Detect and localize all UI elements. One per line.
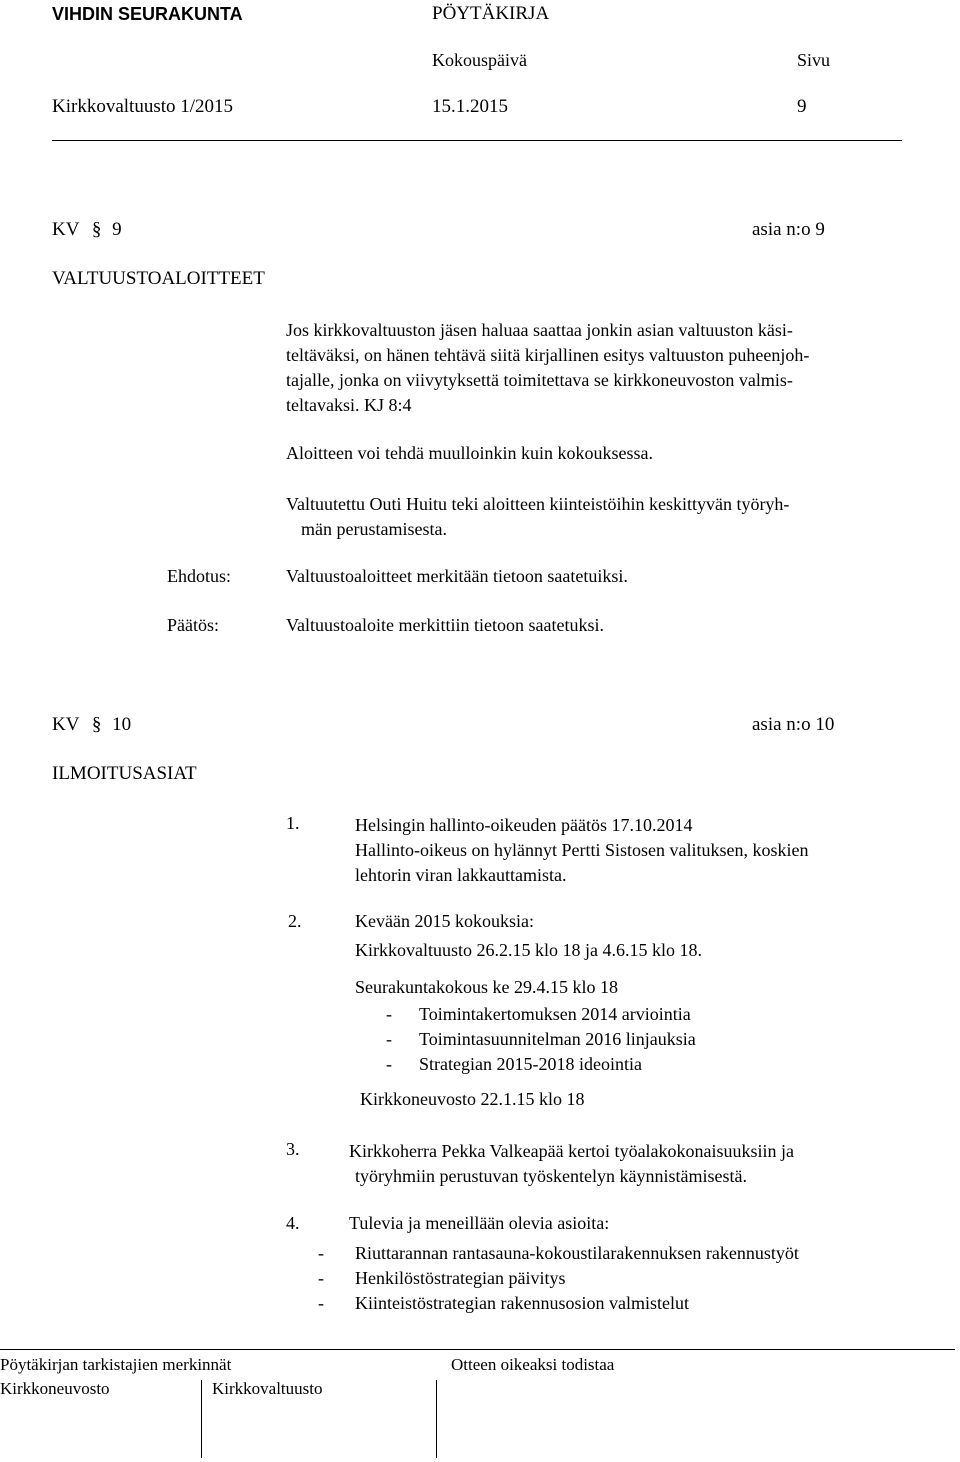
- list-item: - Riuttarannan rantasauna-kokoustilarakennuksen rakennustyöt: [318, 1243, 799, 1263]
- footer-checkers-label: Pöytäkirjan tarkistajien merkinnät: [0, 1355, 232, 1374]
- text-line: työryhmiin perustuvan työskentelyn käynnistämisestä.: [355, 1166, 747, 1186]
- item-4-number: 4.: [286, 1213, 300, 1233]
- item-1-title: Helsingin hallinto-oikeuden päätös 17.10.2014: [355, 815, 693, 835]
- footer-certified-label: Otteen oikeaksi todistaa: [451, 1355, 615, 1374]
- text-line: Hallinto-oikeus on hylännyt Pertti Sistosen valituksen, koskien: [355, 840, 809, 860]
- page-number: 9: [797, 96, 807, 117]
- footer-board-label: Kirkkoneuvosto: [0, 1379, 110, 1398]
- list-item: - Strategian 2015-2018 ideointia: [386, 1054, 642, 1074]
- kv-label: KV: [52, 714, 80, 735]
- item-4-bullets: [318, 1241, 938, 1316]
- text-line: lehtorin viran lakkauttamista.: [355, 865, 567, 885]
- section-sign: §: [91, 714, 102, 735]
- item-1: [355, 813, 960, 888]
- document-type: PÖYTÄKIRJA: [432, 3, 550, 24]
- item-2-board: Kirkkoneuvosto 22.1.15 klo 18: [360, 1089, 585, 1109]
- section-10-case-number: asia n:o 10: [752, 714, 835, 735]
- item-2-number: 2.: [288, 911, 302, 931]
- decision-label: Päätös:: [167, 615, 219, 635]
- item-2-parish: Seurakuntakokous ke 29.4.15 klo 18: [355, 977, 618, 997]
- list-item: - Henkilöstöstrategian päivitys: [318, 1268, 566, 1288]
- text-line: teltäväksi, on hänen tehtävä siitä kirjallinen esitys valtuuston puheenjoh-: [286, 345, 810, 365]
- item-3: [349, 1139, 960, 1189]
- proposal-text: Valtuustoaloitteet merkitään tietoon saatetuiksi.: [286, 566, 628, 586]
- signature-box-divider: [201, 1380, 202, 1458]
- proposal-label: Ehdotus:: [167, 566, 232, 586]
- list-item: - Toimintasuunnitelman 2016 linjauksia: [386, 1029, 696, 1049]
- text-line: Jos kirkkovaltuuston jäsen haluaa saattaa jonkin asian valtuuston käsi-: [286, 320, 793, 340]
- footer-council-label: Kirkkovaltuusto: [212, 1379, 323, 1398]
- page-label: Sivu: [797, 50, 831, 70]
- section-number: 9: [112, 219, 122, 240]
- section-9-title: VALTUUSTOALOITTEET: [52, 268, 265, 289]
- text-line: tajalle, jonka on viivytyksettä toimitettava se kirkkoneuvoston valmis-: [286, 370, 793, 390]
- footer-divider: [0, 1349, 955, 1350]
- section-9-intro: [286, 318, 906, 418]
- meeting-name: Kirkkovaltuusto 1/2015: [52, 96, 234, 117]
- signature-box-divider: [436, 1380, 437, 1458]
- section-9-initiative: [286, 492, 906, 542]
- section-number: 10: [112, 714, 132, 735]
- section-sign: §: [91, 219, 102, 240]
- item-2-title: Kevään 2015 kokouksia:: [355, 911, 534, 931]
- meeting-date: 15.1.2015: [432, 96, 508, 117]
- kv-label: KV: [52, 219, 80, 240]
- date-label: Kokouspäivä: [432, 50, 527, 70]
- item-1-number: 1.: [286, 813, 300, 833]
- item-2-council: Kirkkovaltuusto 26.2.15 klo 18 ja 4.6.15 klo 18.: [355, 940, 702, 960]
- item-4-title: Tulevia ja meneillään olevia asioita:: [349, 1213, 610, 1233]
- section-9-heading: [52, 219, 122, 241]
- section-9-case-number: asia n:o 9: [752, 219, 825, 240]
- item-2-bullets: [386, 1002, 960, 1077]
- text-line: Kirkkoherra Pekka Valkeapää kertoi työalakokonaisuuksiin ja: [349, 1141, 795, 1161]
- item-3-number: 3.: [286, 1139, 300, 1159]
- section-10-title: ILMOITUSASIAT: [52, 763, 197, 784]
- section-9-other-way: Aloitteen voi tehdä muulloinkin kuin kokouksessa.: [286, 443, 653, 463]
- text-line: Valtuutettu Outi Huitu teki aloitteen kiinteistöihin keskittyvän työryh-: [286, 494, 790, 514]
- header-divider: [52, 140, 902, 141]
- list-item: - Toimintakertomuksen 2014 arviointia: [386, 1004, 691, 1024]
- text-line: män perustamisesta.: [301, 519, 447, 539]
- section-10-heading: [52, 714, 131, 736]
- decision-text: Valtuustoaloite merkittiin tietoon saatetuksi.: [286, 615, 604, 635]
- organization-name: VIHDIN SEURAKUNTA: [52, 4, 243, 24]
- list-item: - Kiinteistöstrategian rakennusosion valmistelut: [318, 1293, 689, 1313]
- text-line: teltavaksi. KJ 8:4: [286, 395, 412, 415]
